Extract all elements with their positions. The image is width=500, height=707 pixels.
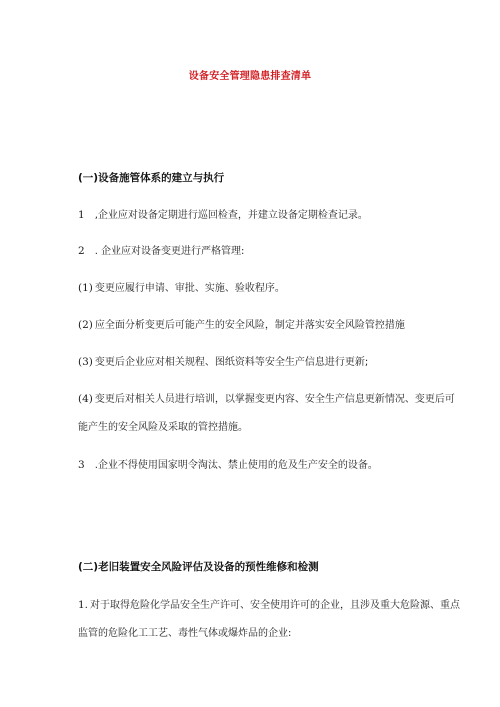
subitem-text: 变更后对相关人员进行培训，以掌握变更内容、安全生产信息更新情况、变更后可 xyxy=(94,394,455,405)
subitem-number: (1) xyxy=(78,282,93,294)
section-1-item-3 xyxy=(78,456,378,471)
section-1-item-2 xyxy=(78,242,244,257)
section-1-subitem-4-continuation: 能产生的安全风险及采取的管控措施。 xyxy=(78,422,248,433)
section-2-item-1 xyxy=(78,596,460,611)
document-title: 设备安全管理隐患排查清单 xyxy=(188,71,312,82)
item-number: 2 xyxy=(78,245,85,257)
item-number: 1 xyxy=(78,209,85,221)
section-2-heading: (二)老旧装置安全风险评估及设备的预性维修和检测 xyxy=(78,561,319,573)
item-text: .企业不得使用国家明令淘汰、禁止使用的危及生产安全的设备。 xyxy=(94,460,378,471)
section-1-subitem-2 xyxy=(78,316,405,331)
subitem-text: 变更应履行申请、审批、实施、验收程序。 xyxy=(94,283,285,294)
item-text: . 企业应对设备变更进行严格管理: xyxy=(94,246,245,257)
section-2-item-1-continuation: 监管的危险化工工艺、毒性气体或爆炸品的企业: xyxy=(78,628,292,639)
item-number: 1. xyxy=(78,599,89,611)
section-1-subitem-4 xyxy=(78,390,455,405)
subitem-number: (4) xyxy=(78,393,93,405)
subitem-text: 应全面分析变更后可能产生的安全风险，制定并落实安全风险管控措施 xyxy=(94,320,405,331)
item-text: ,企业应对设备定期进行巡回检查，并建立设备定期检查记录。 xyxy=(94,210,368,221)
section-1-subitem-3 xyxy=(78,353,368,368)
section-1-heading: (一)设备施管体系的建立与执行 xyxy=(78,172,225,184)
item-number: 3 xyxy=(78,459,85,471)
subitem-text: 变更后企业应对相关规程、图纸资料等安全生产信息进行更新; xyxy=(94,357,369,368)
section-1-item-1 xyxy=(78,206,368,221)
subitem-number: (2) xyxy=(78,319,93,331)
section-1-subitem-1 xyxy=(78,279,285,294)
item-text: 对于取得危险化学品安全生产许可、安全使用许可的企业，且涉及重大危险源、重点 xyxy=(90,600,461,611)
subitem-number: (3) xyxy=(78,356,93,368)
